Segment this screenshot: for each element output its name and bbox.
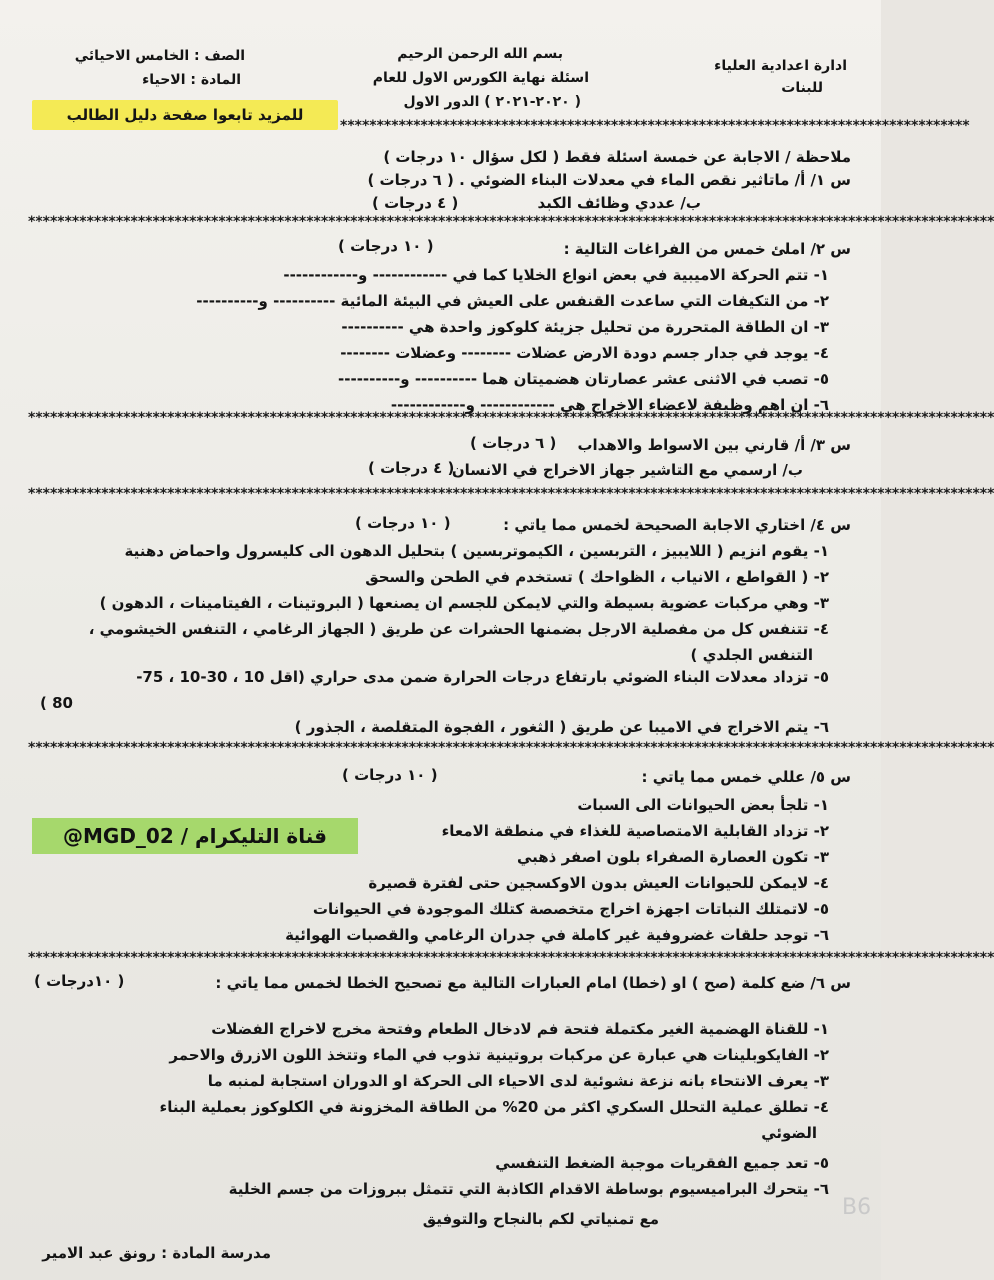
q6-item: ١- للقناة الهضمية الغير مكتملة فتحة فم لادخال الطعام وفتحة مخرج لاخراج الفضلات [211, 1020, 829, 1038]
teacher-name: مدرسة المادة : رونق عبد الامير [42, 1244, 271, 1262]
q2-item: ٤- يوجد في جدار جسم دودة الارض عضلات -------- وعضلات -------- [340, 344, 829, 362]
school-name: ادارة اعدادية العلياء [714, 58, 847, 74]
q5-item: ٤- لايمكن للحيوانات العيش بدون الاوكسجين حتى لفترة قصيرة [368, 874, 829, 892]
q2-marks: ( ١٠ درجات ) [338, 237, 434, 255]
basmala: بسم الله الرحمن الرحيم [397, 46, 563, 62]
student-guide-banner: للمزيد تابعوا صفحة دليل الطالب [32, 100, 338, 130]
q4-item: ٦- يتم الاخراج في الاميبا عن طريق ( الثغور ، الفجوة المتقلصة ، الجذور ) [294, 718, 829, 736]
q3-a: س ٣/ أ/ قارني بين الاسواط والاهداب [577, 436, 851, 454]
q2-item: ٣- ان الطاقة المتحررة من تحليل جزيئة كلوكوز واحدة هي ---------- [341, 318, 829, 336]
q6-title: س ٦/ ضع كلمة (صح ) او (خطا) امام العبارات التالية مع تصحيح الخطا لخمس مما ياتي : [215, 974, 851, 992]
q4-item: ٥- تزداد معدلات البناء الضوئي بارتفاع درجات الحرارة ضمن مدى حراري (اقل 10 ، 30-10 ، 75- [136, 668, 829, 686]
separator: ************************************************************************************** [340, 118, 970, 134]
q1-a: س ١/ أ/ ماتاثير نقص الماء في معدلات البناء الضوئي . ( ٦ درجات ) [367, 171, 851, 189]
subject-label: المادة : الاحياء [142, 72, 241, 88]
grade-label: الصف : الخامس الاحيائي [74, 48, 245, 64]
q3-b: ب/ ارسمي مع التاشير جهاز الاخراج في الانسان [451, 461, 803, 479]
q2-item: ٥- تصب في الاثنى عشر عصارتان هضميتان هما ---------- و---------- [338, 370, 829, 388]
q4-item-cont: التنفس الجلدي ) [690, 646, 813, 664]
q2-item: ١- تتم الحركة الاميبية في بعض انواع الخلايا كما في ------------ و------------ [283, 266, 829, 284]
q6-marks: ( ١٠درجات ) [34, 972, 125, 990]
q4-item-cont: 80 ) [40, 694, 73, 712]
q1-b: ب/ عددي وظائف الكبد [537, 194, 701, 212]
q4-title: س ٤/ اختاري الاجابة الصحيحة لخمس مما ياتي : [503, 516, 851, 534]
q6-item: ٢- الفايكوبلينات هي عبارة عن مركبات بروتينية تذوب في الماء وتتخذ اللون الازرق والاحمر [169, 1046, 829, 1064]
q3-b-marks: ( ٤ درجات ) [368, 459, 455, 477]
q6-item: ٣- يعرف الانتحاء بانه نزعة نشوئية لدى الاحياء الى الحركة او الدوران استجابة لمنبه ما [207, 1072, 829, 1090]
separator: ************************************************************************************************************************************ [28, 486, 994, 502]
q5-title: س ٥/ عللي خمس مما ياتي : [641, 768, 851, 786]
q5-marks: ( ١٠ درجات ) [342, 766, 438, 784]
q4-item: ٤- تتنفس كل من مفصلية الارجل بضمنها الحشرات عن طريق ( الجهاز الرغامي ، التنفس الخيشومي ، [88, 620, 829, 638]
q6-item: ٥- تعد جميع الفقريات موجبة الضغط التنفسي [495, 1154, 829, 1172]
q5-item: ٣- تكون العصارة الصفراء بلون اصفر ذهبي [516, 848, 829, 866]
q2-item: ٦- ان اهم وظيفة لاعضاء الاخراج هي ------------ و------------ [390, 396, 829, 414]
q1-b-marks: ( ٤ درجات ) [372, 194, 459, 212]
separator: ************************************************************************************************************************************ [28, 214, 994, 230]
school-name-line2: للبنات [781, 80, 823, 96]
corner-watermark: B6 [842, 1195, 872, 1220]
exam-title: اسئلة نهاية الكورس الاول للعام [372, 70, 589, 86]
separator: ************************************************************************************************************************************ [28, 410, 994, 426]
q5-item: ١- تلجأ بعض الحيوانات الى السبات [577, 796, 829, 814]
q6-item: ٦- يتحرك البراميسيوم بوساطة الاقدام الكاذبة التي تتمثل ببروزات من جسم الخلية [228, 1180, 829, 1198]
q5-item: ٢- تزداد القابلية الامتصاصية للغذاء في منطقة الامعاء [441, 822, 829, 840]
q4-item: ١- يقوم انزيم ( اللايبيز ، التربسين ، الكيموتربسين ) بتحليل الدهون الى كليسرول واحماض دهنية [124, 542, 829, 560]
q5-item: ٥- لاتمتلك النباتات اجهزة اخراج متخصصة كتلك الموجودة في الحيوانات [312, 900, 829, 918]
q5-item: ٦- توجد حلقات غضروفية غير كاملة في جدران الرغامي والقصبات الهوائية [285, 926, 829, 944]
q4-marks: ( ١٠ درجات ) [355, 514, 451, 532]
exam-note: ملاحظة / الاجابة عن خمسة اسئلة فقط ( لكل سؤال ١٠ درجات ) [383, 148, 851, 166]
exam-year: ( ٢٠٢٠-٢٠٢١ ) الدور الاول [403, 94, 581, 110]
telegram-channel-banner: قناة التليكرام / MGD_02@ [32, 818, 358, 854]
closing-wishes: مع تمنياتي لكم بالنجاح والتوفيق [422, 1210, 659, 1228]
separator: ************************************************************************************************************************************ [28, 950, 994, 966]
q2-title: س ٢/ املئ خمس من الفراغات التالية : [563, 240, 851, 258]
q4-item: ٣- وهي مركبات عضوية بسيطة والتي لايمكن للجسم ان يصنعها ( البروتينات ، الفيتامينات ، الدهون ) [99, 594, 829, 612]
q3-a-marks: ( ٦ درجات ) [470, 434, 557, 452]
q6-item-cont: الضوئي [761, 1124, 817, 1142]
q6-item: ٤- تطلق عملية التحلل السكري اكثر من 20% من الطاقة المخزونة في الكلوكوز بعملية البناء [159, 1098, 829, 1116]
q4-item: ٢- ( القواطع ، الانياب ، الظواحك ) تستخدم في الطحن والسحق [365, 568, 829, 586]
q2-item: ٢- من التكيفات التي ساعدت القنفس على العيش في البيئة المائية ---------- و---------- [196, 292, 829, 310]
separator: ************************************************************************************************************************************ [28, 740, 994, 756]
